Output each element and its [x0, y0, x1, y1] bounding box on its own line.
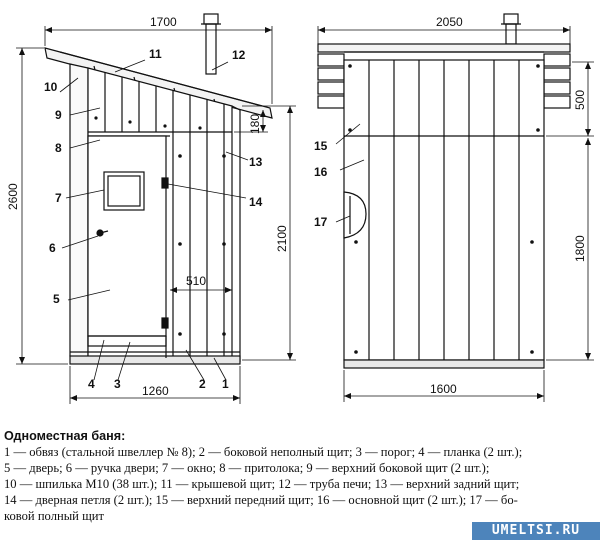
- callout-16: 16: [314, 165, 328, 179]
- chimney-pipe: [201, 14, 221, 74]
- legend-line: ковой полный щит: [4, 509, 105, 523]
- callout-10: 10: [44, 80, 58, 94]
- callout-4: 4: [88, 377, 95, 391]
- dim-side-height: 2100: [275, 225, 289, 252]
- dim-top-panel-height: 500: [573, 89, 587, 110]
- callout-6: 6: [49, 241, 56, 255]
- callout-12: 12: [232, 48, 246, 62]
- legend-line: 5 — дверь; 6 — ручка двери; 7 — окно; 8 — притолока; 9 — верхний боковой щит (2 шт.);: [4, 461, 490, 475]
- callout-7: 7: [55, 191, 62, 205]
- front-roof-edge: [318, 44, 570, 52]
- dim-door-width: 510: [186, 274, 207, 288]
- callout-14: 14: [249, 195, 263, 209]
- callout-3: 3: [114, 377, 121, 391]
- callout-2: 2: [199, 377, 206, 391]
- dim-left-base: 1260: [142, 384, 169, 398]
- watermark-logo: UMELTSI.RU: [472, 522, 600, 540]
- callout-1: 1: [222, 377, 229, 391]
- dim-left-height: 2600: [6, 183, 20, 210]
- legend-line: 10 — шпилька М10 (38 шт.); 11 — крышевой щит; 12 — труба печи; 13 — верхний задний щит;: [4, 477, 520, 491]
- legend-title: Одноместная баня:: [4, 429, 126, 443]
- legend-caption: [4, 428, 600, 524]
- callout-8: 8: [55, 141, 62, 155]
- dim-right-base: 1600: [430, 382, 457, 396]
- front-view: [318, 14, 570, 368]
- legend-line: 14 — дверная петля (2 шт.); 15 — верхний передний щит; 16 — основной щит (2 шт.); 17 — бо-: [4, 493, 518, 507]
- front-chimney-pipe: [501, 14, 521, 44]
- callout-5: 5: [53, 292, 60, 306]
- dim-left-width: 1700: [150, 15, 177, 29]
- callout-15: 15: [314, 139, 328, 153]
- dim-main-panel-height: 1800: [573, 235, 587, 262]
- dim-threshold-height: 180: [248, 113, 262, 134]
- dim-right-width: 2050: [436, 15, 463, 29]
- callout-13: 13: [249, 155, 263, 169]
- callout-9: 9: [55, 108, 62, 122]
- legend-line: 1 — обвяз (стальной швеллер № 8); 2 — боковой неполный щит; 3 — порог; 4 — планка (2 шт.);: [4, 445, 523, 459]
- callout-17: 17: [314, 215, 328, 229]
- front-view-callouts: [314, 139, 328, 229]
- side-view: [45, 14, 272, 364]
- callout-11: 11: [149, 47, 162, 61]
